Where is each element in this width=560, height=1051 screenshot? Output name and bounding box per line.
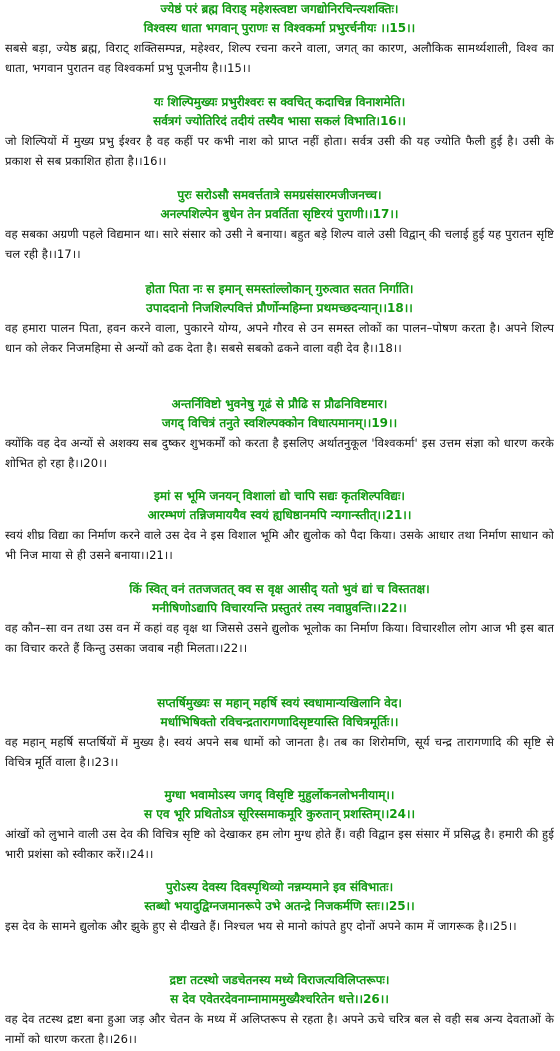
verse-line: आरम्भणं तन्निजमाययैव स्वयं ह्यधिष्ठानमपि न्यगान्स्तीत्।।21।। — [147, 508, 412, 522]
verse-block-17 — [5, 186, 554, 264]
verse-line: होता पिता नः स इमान् समस्तांल्लोकान् गुरुत्वात सतत निर्गाति। — [145, 282, 414, 296]
verse-line: इमां स भूमि जनयन् विशालां द्यो चापि सद्यः कृतशिल्पविद्यः। — [154, 489, 405, 503]
verse-block-26 — [5, 971, 554, 1049]
verse-block-18 — [5, 280, 554, 358]
verse-line: जगद् विचित्रं तनुते स्वशिल्पक्कोन विधात्पमानम्।।19।। — [161, 416, 398, 430]
verse-line: मर्धाभिषिक्तो रविचन्द्रतारागणादिसृष्टयास्ति विचित्रमूर्तिः।। — [160, 715, 399, 729]
verse-line: किं स्वित् वनं ततजजतत् क्व स वृक्ष आसीद् यतो भुवं द्यां च विस्ततक्ष। — [129, 582, 430, 596]
verse-block-19 — [5, 395, 554, 473]
verse-line: सप्तर्षिमुख्यः स महान् महर्षि स्वयं स्वधामान्यखिलानि वेद। — [157, 696, 402, 710]
verse-line: अन्तर्निविष्टो भुवनेषु गूढं से प्रौढि स प्रौढनिविष्टमार। — [171, 397, 388, 411]
translation-text: क्योंकि वह देव अन्यों से अशक्य सब दुष्कर शुभकर्मों को करता है इसलिए अर्थातनुकूल 'विश्वकर्मा' इस उत्तम संज्ञा को धारण करके शोभित हो रहा है।।20।। — [5, 436, 554, 470]
verse-line: अनल्पशिल्पेन बुधेन तेन प्रवर्तिता सृष्टिरयं पुराणी।।17।। — [160, 207, 399, 221]
verse-block-16 — [5, 93, 554, 171]
translation-text: वह हमारा पालन पिता, हवन करने वाला, पुकारने योग्य, अपने गौरव से उन समस्त लोकों का पालन–पोषण करता है। अपने शिल्प धान को लेकर निजमहिमा से अन्यों को ढक देता है। सबसे सबको ढकने वाला वही देव है।।18।। — [5, 321, 554, 355]
verse-block-23 — [5, 694, 554, 772]
verse-line: स एव भूरि प्रथितोऽत्र सूरिस्समाकमूरि कुरुतान् प्रशस्तिम्।।24।। — [143, 807, 416, 821]
translation-text: वह देव तटस्थ द्रष्टा बना हुआ जड़ और चेतन के मध्य में अलिप्तरूप से रहता है। अपने ऊचे चरित्र बल से वही सब अन्य देवताओं के नामों को धारण करता है।।26।। — [5, 1012, 554, 1046]
verse-line: मुग्धा भवामोऽस्य जगद् विसृष्टि मुहुर्लोकनलोभनीयाम्।। — [164, 788, 395, 802]
translation-text: सबसे बड़ा, ज्येष्ठ ब्रह्म, विराट् शक्तिसम्पन्न, महेश्वर, शिल्प रचना करने वाला, जगत् का कारण, अलौकिक सामर्थ्यशाली, विश्व का धाता, भगवान पुरातन वह विश्वकर्मा प्रभु पूजनीय है।।15।। — [5, 41, 554, 75]
verse-block-24 — [5, 786, 554, 864]
translation-text: वह महान् महर्षि सप्तर्षियों में मुख्य है। स्वयं अपने सब धामों को जानता है। तब का शिरोमणि, सूर्य चन्द्र तारागणादि की सृष्टि से विचित्र मूर्ति वाला है।।23।। — [5, 735, 554, 769]
verse-block-22 — [5, 580, 554, 658]
verse-line: यः शिल्पिमुख्यः प्रभुरीश्वरः स क्वचित् कदाचिन्न विनाशमेति। — [153, 95, 406, 109]
verse-line: पुरः सरोऽसौ समवर्त्ततात्रे समग्रसंसारमजीजनच्च। — [177, 188, 382, 202]
translation-text: आंखों को लुभाने वाली उस देव की विचित्र सृष्टि को देखाकर हम लोग मुग्ध होते हैं। वही विद्वान इस संसार में प्रसिद्ध है। हमारी की हुई भारी प्रशंसा को स्वीकार करें।।24।। — [5, 827, 554, 861]
translation-text: जो शिल्पियों में मुख्य प्रभु ईश्वर है वह कहीं पर कभी नाश को प्राप्त नहीं होता। सर्वत्र उसी की यह ज्योति फैली हुई है। उसी के प्रकाश से सब प्रकाशित होता है।।16।। — [5, 134, 554, 168]
verse-block-25 — [5, 878, 554, 936]
translation-text: वह कौन–सा वन तथा उस वन में कहां वह वृक्ष था जिससे उसने द्युलोक भूलोक का निर्माण किया। विचारशील लोग आज भी इस बात का विचार करते हैं किन्तु उसका जवाब नही मिलता।।22।। — [5, 621, 554, 655]
verse-block-15 — [5, 0, 554, 78]
verse-line: उपाददानो निजशिल्पवित्तं प्रौर्णोन्महिम्ना प्रथमच्छदन्यान्।।18।। — [146, 301, 413, 315]
verse-line: मनीषिणोऽद्यापि विचारयन्ति प्रस्तुतरं तस्य नवाप्नुवन्ति।।22।। — [152, 601, 407, 615]
verse-line: ज्येष्ठं परं ब्रह्म विराड् महेशस्त्वष्टा जगद्योनिरचिन्त्यशक्तिः। — [160, 2, 399, 16]
translation-text: वह सबका अग्रणी पहले विद्यमान था। सारे संसार को उसी ने बनाया। बहुत बड़े शिल्प वाले उसी विद्वान् की चलाई हुई यह पुरातन सृष्टि चल रही है।।17।। — [5, 227, 554, 261]
translation-text: स्वयं शीघ्र विद्या का निर्माण करने वाले उस देव ने इस विशाल भूमि और द्युलोक को पैदा किया। उसके आधार तथा निर्माण साधान को भी निज माया से ही उसने बनाया।।21।। — [5, 528, 554, 562]
translation-text: इस देव के सामने द्युलोक और झुके हुए से दीखते हैं। निश्चल भय से मानो कांपते हुए दोनों अपने काम में जागरूक है।।25।। — [5, 919, 517, 933]
verse-line: पुरोऽस्य देवस्य दिवस्पृथिव्यो नन्नम्यमाने इव संविभातः। — [165, 880, 394, 894]
verse-block-21 — [5, 487, 554, 565]
verse-line: स देव एवेतरदेवनाम्नामाममुख्यैश्चरितेन धत्ते।।26।। — [170, 992, 389, 1006]
verse-line: स्तब्धो भयादुद्विग्नजमानरूपे उभे अतन्द्रे निजकर्मणि स्तः।।25।। — [144, 899, 415, 913]
verse-line: द्रष्टा तटस्थो जडचेतनस्य मध्ये विराजत्यविलिप्तरूपः। — [169, 973, 390, 987]
verse-line: सर्वत्रगं ज्योतिरिदं तदीयं तस्यैव भासा सकलं विभाति।16।। — [153, 114, 406, 128]
verse-line: विश्वस्य धाता भगवान् पुराणः स विश्वकर्मा प्रभुरर्चनीयः ।।15।। — [143, 21, 416, 35]
